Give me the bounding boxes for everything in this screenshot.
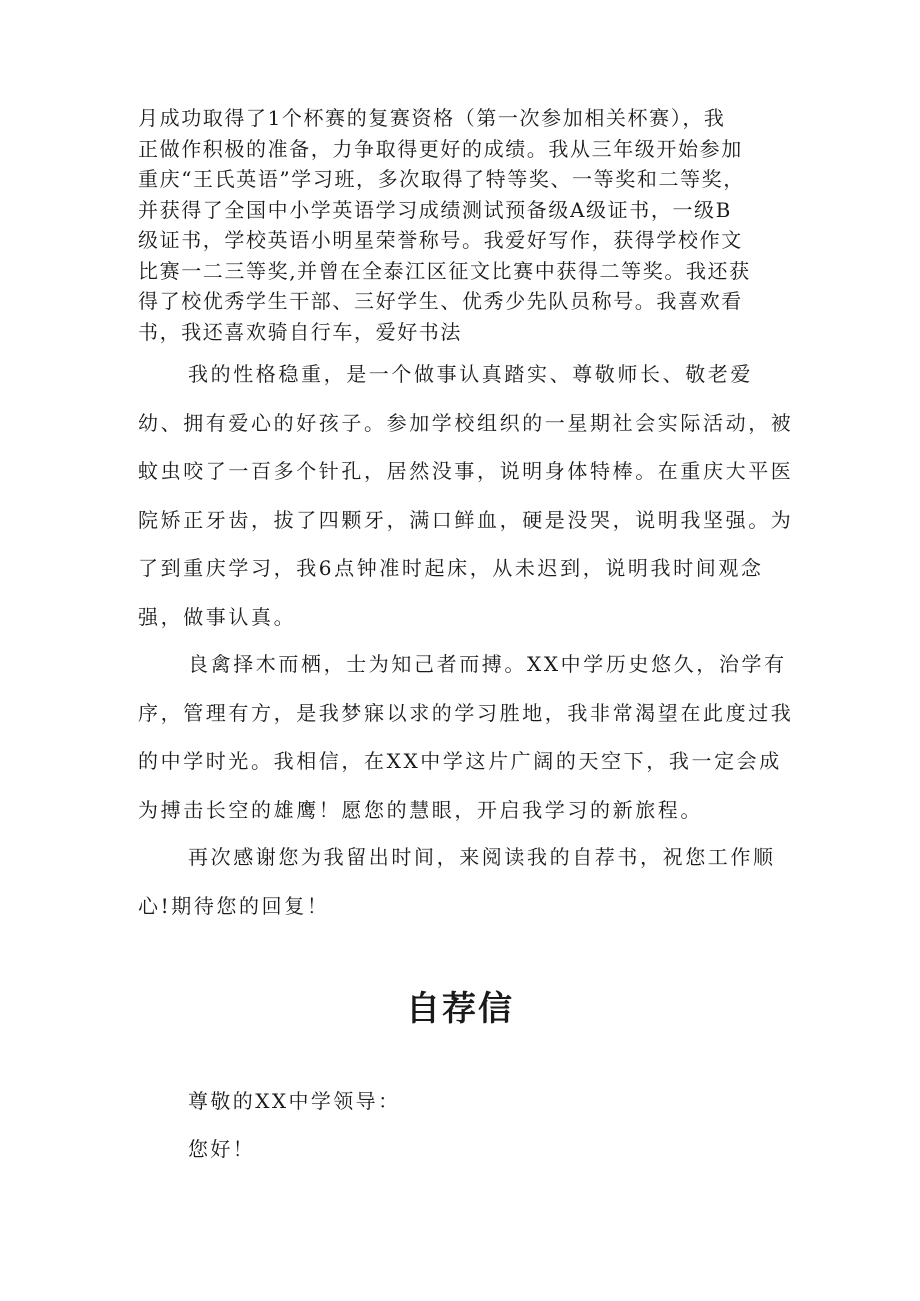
letter-salutation: 尊敬的XX中学领导： — [188, 1089, 401, 1113]
paragraph-thanks: 再次感谢您为我留出时间，来阅读我的自荐书，祝您工作顺心!期待您的回复！ — [138, 845, 776, 918]
continued-paragraph: 月成功取得了1个杯赛的复赛资格（第一次参加相关杯赛），我 正做作积极的准备，力争取得更好的成绩。我从三年级开始参加 重庆“王氏英语”学习班，多次取得了特等奖、一等奖和二等奖， 并获得了全国中小学英语学习成绩测试预备级A级证书，一级B 级证书，学校英语小明星荣誉称号。我爱好写作，获得学校作文 比赛一二三等奖,并曾在全泰江区征文比赛中获得二等奖。我还获 得了校优秀学生干部、三好学生、优秀少先队员称号。我喜欢看 书，我还喜欢骑自行车，爱好书法 — [138, 106, 751, 344]
paragraph-personality: 我的性格稳重，是一个做事认真踏实、尊敬师长、敬老爱幼、拥有爱心的好孩子。参加学校组织的一星期社会实际活动，被蚊虫咬了一百多个针孔，居然没事，说明身体特棒。在重庆大平医院矫正牙齿，拔了四颗牙，满口鲜血，硬是没哭，说明我坚强。为了到重庆学习，我6点钟准时起床，从未迟到，说明我时间观念强，做事认真。 — [138, 362, 794, 629]
paragraph-school: 良禽择木而栖，士为知己者而搏。XX中学历史悠久，治学有序，管理有方，是我梦寐以求的学习胜地，我非常渴望在此度过我的中学时光。我相信，在XX中学这片广阔的天空下，我一定会成为搏击长空的雄鹰！愿您的慧眼，开启我学习的新旅程。 — [138, 652, 794, 822]
letter-title: 自荐信 — [406, 989, 514, 1029]
letter-greeting: 您好！ — [188, 1137, 256, 1161]
